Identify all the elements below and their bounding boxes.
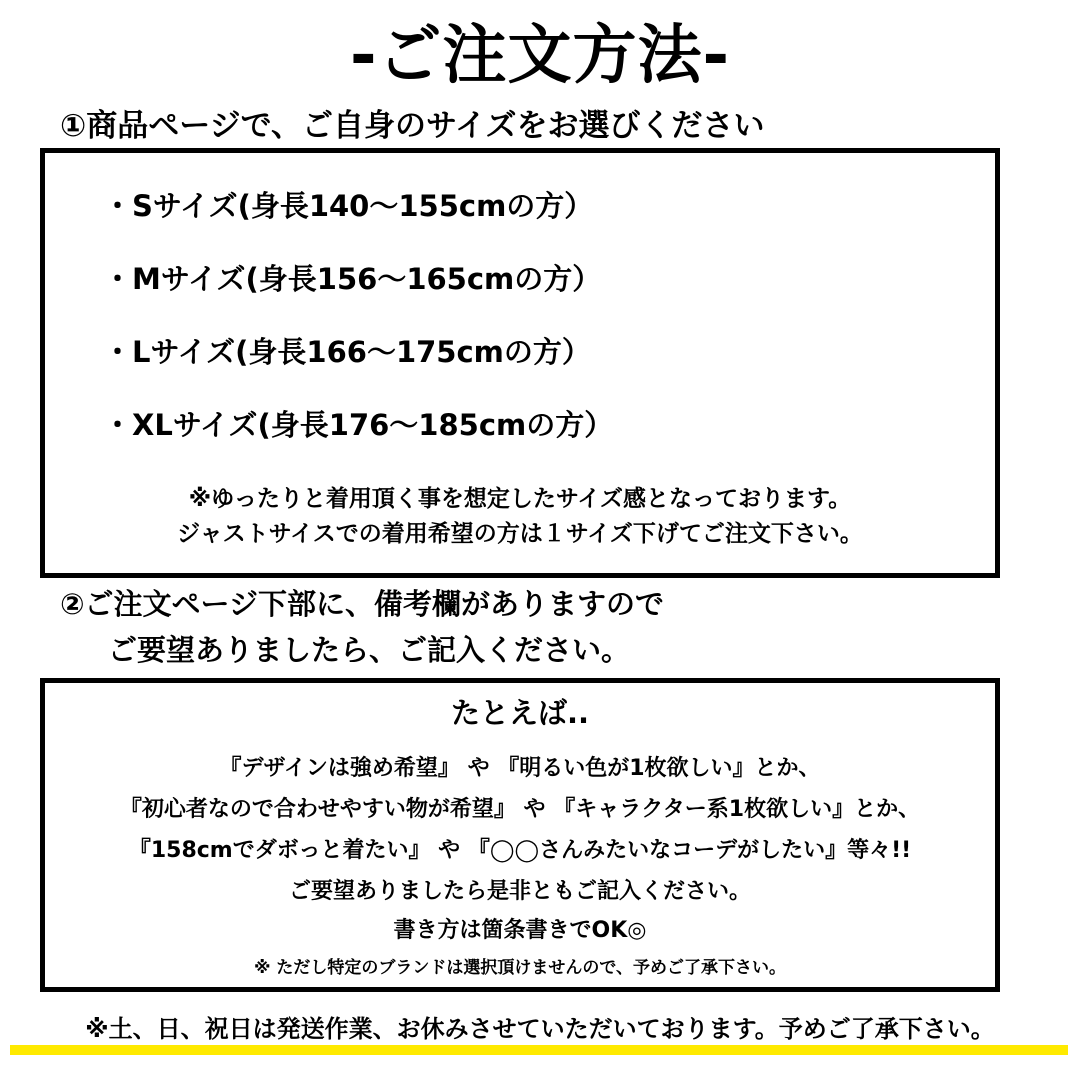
example-line-3: 『158cmでダボっと着たい』 や 『◯◯さんみたいなコーデがしたい』等々!! [128,838,912,863]
example-line-4: ご要望ありましたら是非ともご記入ください。 [288,879,751,904]
example-line-1: 『デザインは強め希望』 や 『明るい色が1枚欲しい』とか、 [219,756,821,781]
step2-heading-line1: ②ご注文ページ下部に、備考欄がありますので [60,587,664,621]
page-title: -ご注文方法- [349,19,731,93]
example-line-5: 書き方は箇条書きでOK◎ [393,918,647,943]
size-note-line1: ※ゆったりと着用頂く事を想定したサイズ感となっております。 [188,486,852,512]
size-note-line2: ジャストサイスでの着用希望の方は１サイズ下げてご注文下さい。 [177,521,863,547]
size-list-box [40,148,1000,578]
size-item-l: ・Lサイズ(身長166〜175cmの方） [103,335,591,369]
example-title: たとえば.. [450,696,590,730]
example-note: ※ ただし特定のブランドは選択頂けませんので、予めご了承下さい。 [253,958,787,978]
footer-notice: ※土、日、祝日は発送作業、お休みさせていただいております。予めご了承下さい。 [85,1015,995,1043]
size-item-s: ・Sサイズ(身長140〜155cmの方） [103,189,594,223]
example-box [40,678,1000,992]
size-item-xl: ・XLサイズ(身長176〜185cmの方） [103,408,614,442]
step1-heading: ①商品ページで、ご自身のサイズをお選びください [60,108,765,144]
size-item-m: ・Mサイズ(身長156〜165cmの方） [103,262,602,296]
example-line-2: 『初心者なので合わせやすい物が希望』 や 『キャラクター系1枚欲しい』とか、 [119,797,921,822]
step2-heading-line2: ご要望ありましたら、ご記入ください。 [108,633,631,667]
